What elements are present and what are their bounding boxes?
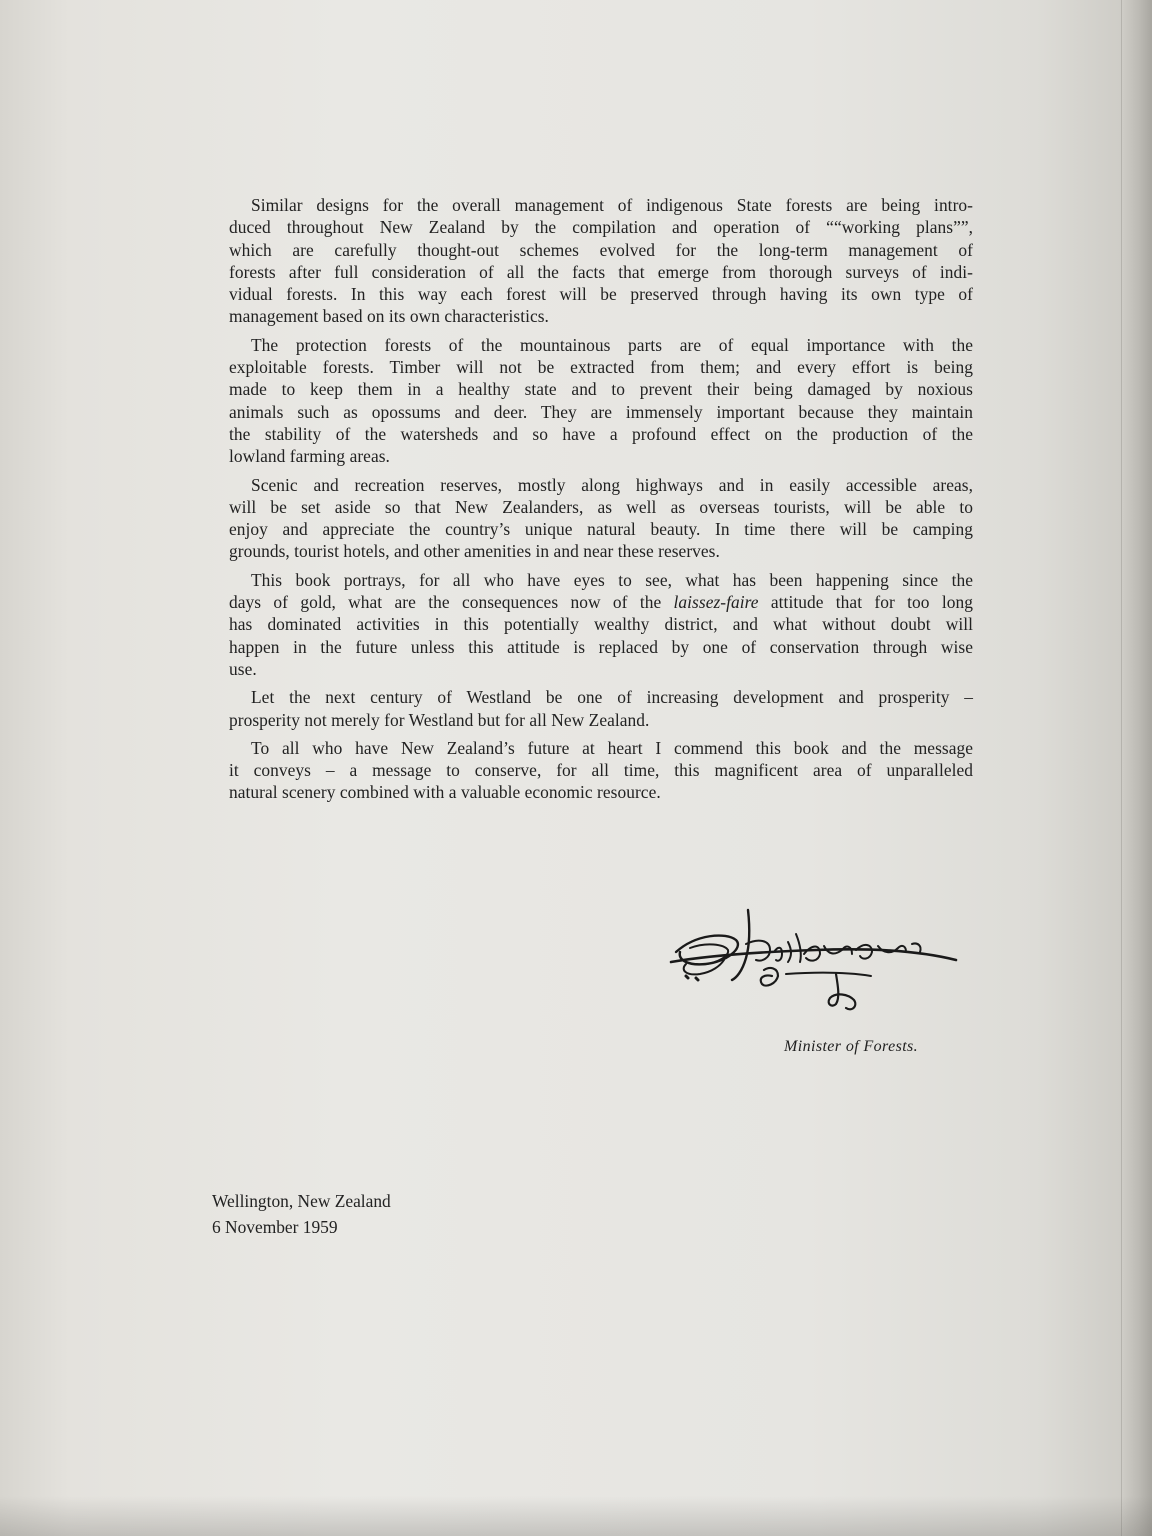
paragraph-scenic-reserves	[207, 474, 973, 563]
paragraph-book-portrays	[207, 569, 973, 680]
text-line-laissez-faire: days of gold, what are the consequences now of the laissez-faire attitude that for too long	[229, 592, 973, 613]
date-line: 6 November 1959	[212, 1217, 338, 1237]
text-line: prosperity not merely for Westland but for all New Zealand.	[229, 709, 650, 730]
page-bottom-shadow	[0, 1496, 1152, 1536]
signatory-title: Minister of Forests.	[784, 1038, 919, 1055]
handwritten-signature	[666, 904, 966, 1024]
text-line: forests after full consideration of all the facts that emerge from thorough surveys of indi-	[229, 261, 973, 282]
text-line: has dominated activities in this potentially wealthy district, and what without doubt will	[229, 614, 973, 635]
italic-phrase: laissez-faire	[673, 592, 759, 613]
paragraph-protection-forests	[207, 334, 973, 468]
text-line: exploitable forests. Timber will not be extracted from them; and every effort is being	[229, 357, 973, 378]
text-line: vidual forests. In this way each forest will be preserved through having its own type of	[229, 284, 973, 305]
text-line: Similar designs for the overall management of indigenous State forests are being intro-	[251, 195, 973, 215]
text-line: will be set aside so that New Zealanders, as well as overseas tourists, will be able to	[229, 496, 973, 517]
text-line: management based on its own characteristics.	[229, 306, 549, 327]
text-line: This book portrays, for all who have eyes to see, what has been happening since the	[251, 569, 973, 590]
place-and-date	[212, 1188, 391, 1240]
text-line: Let the next century of Westland be one of increasing development and prosperity –	[251, 687, 973, 708]
text-line: duced throughout New Zealand by the compilation and operation of ““working plans””,	[229, 217, 973, 238]
text-line: animals such as opossums and deer. They are immensely important because they maintain	[229, 401, 973, 422]
text-line: happen in the future unless this attitude is replaced by one of conservation through wise	[229, 636, 973, 657]
paragraph-commend	[207, 737, 973, 804]
text-line: use.	[229, 658, 257, 679]
text-line: natural scenery combined with a valuable economic resource.	[229, 782, 661, 803]
text-line: grounds, tourist hotels, and other amenities in and near these reserves.	[229, 541, 720, 562]
text-line: which are carefully thought-out schemes evolved for the long-term management of	[229, 239, 973, 260]
text-line: To all who have New Zealand’s future at heart I commend this book and the message	[251, 737, 973, 758]
text-line: Scenic and recreation reserves, mostly along highways and in easily accessible areas,	[251, 474, 973, 495]
text-line: lowland farming areas.	[229, 446, 390, 467]
text-line: The protection forests of the mountainous parts are of equal importance with the	[251, 334, 973, 355]
paragraph-working-plans	[207, 194, 973, 328]
next-page-edge	[1121, 0, 1152, 1536]
foreword-body	[207, 194, 973, 810]
text-line: made to keep them in a healthy state and to prevent their being damaged by noxious	[229, 379, 973, 400]
text-line: it conveys – a message to conserve, for all time, this magnificent area of unparalleled	[229, 760, 973, 781]
text-line: enjoy and appreciate the country’s unique natural beauty. In time there will be camping	[229, 519, 973, 540]
text-line: the stability of the watersheds and so have a profound effect on the production of the	[229, 423, 973, 444]
place-line: Wellington, New Zealand	[212, 1191, 391, 1211]
paragraph-next-century	[207, 686, 973, 731]
